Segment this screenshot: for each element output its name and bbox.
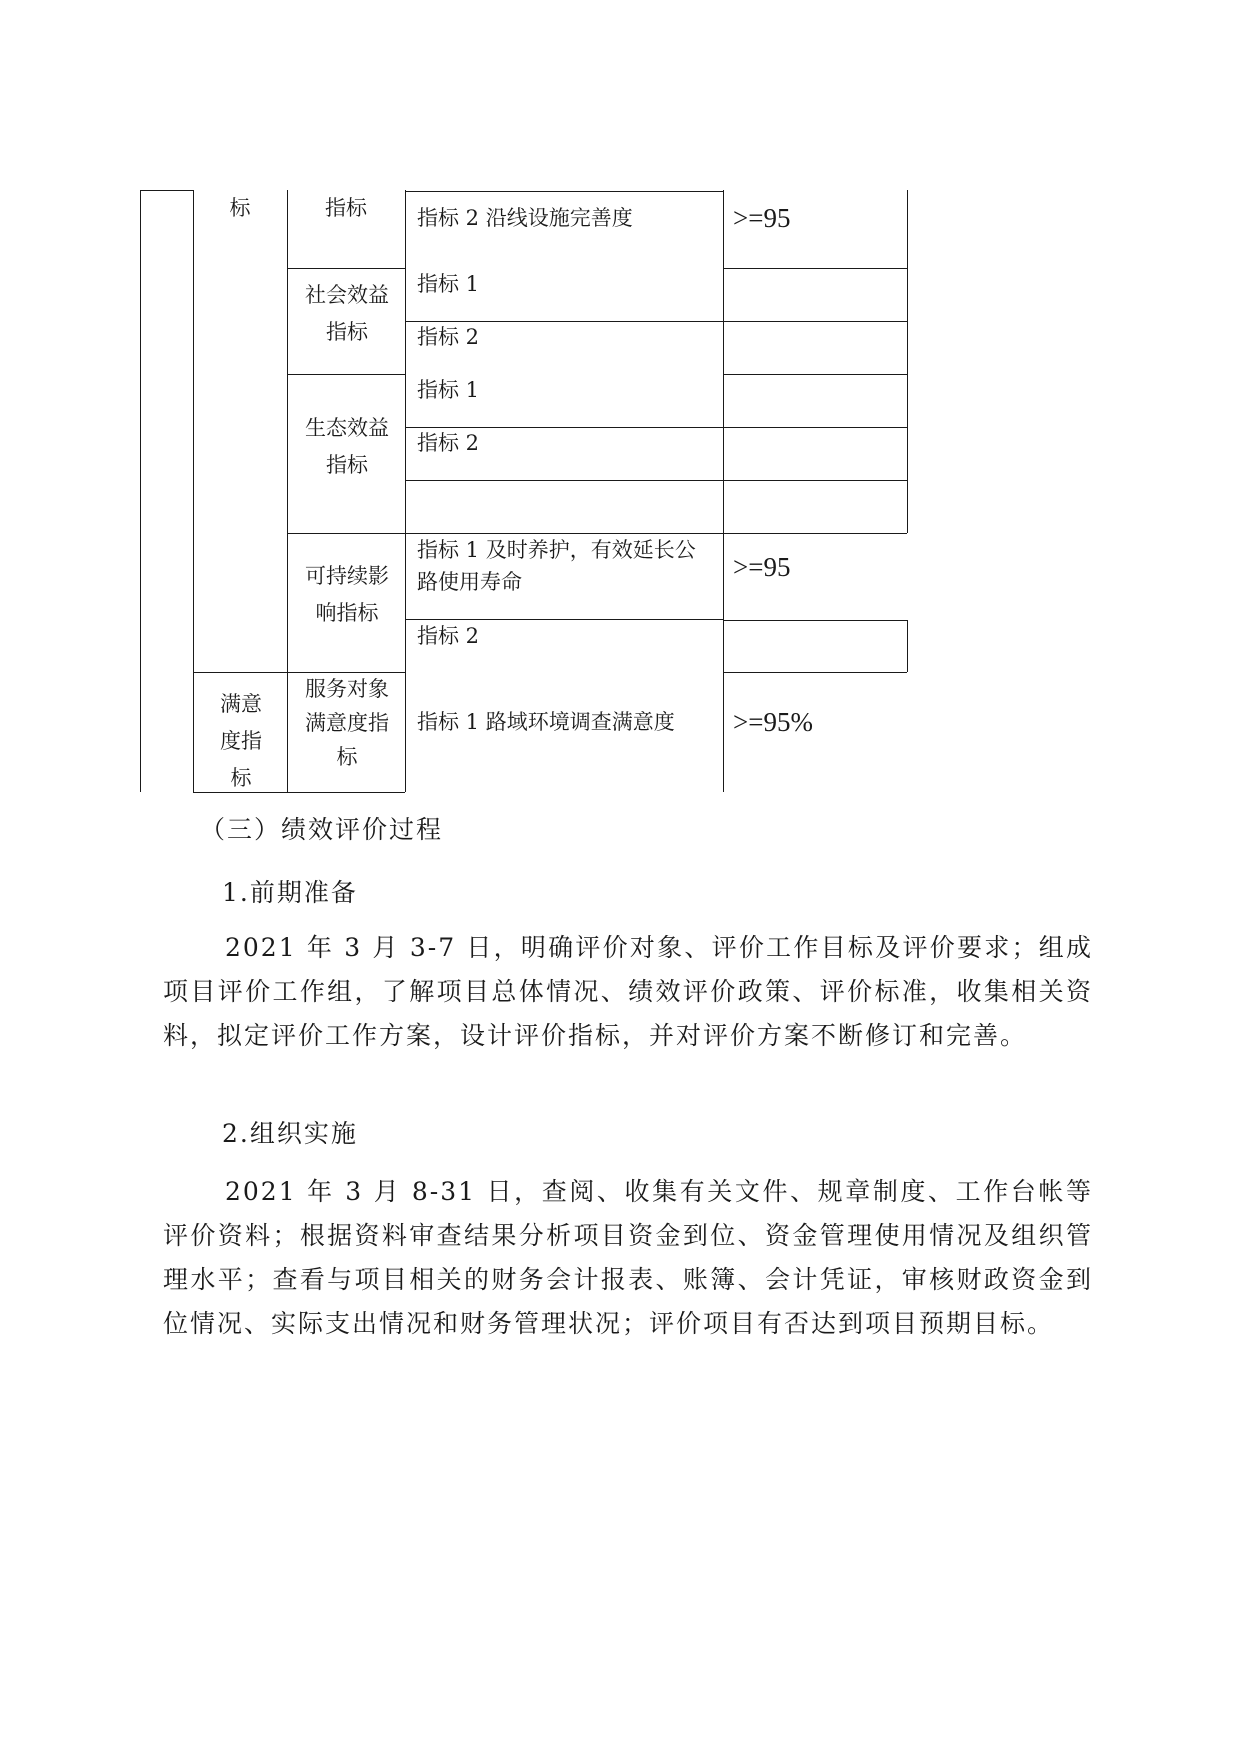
subcategory-social-benefit: 社会效益指标	[305, 283, 389, 344]
target-value-cell: >=95	[733, 203, 791, 233]
indicator-cell: 指标 1	[417, 378, 480, 402]
category-cell-fragment: 标	[229, 196, 251, 220]
indicator-cell: 指标 2	[417, 624, 480, 648]
paragraph-implementation: 2021 年 3 月 8-31 日，查阅、收集有关文件、规章制度、工作台帐等评价资料；根据资料审查结果分析项目资金到位、资金管理使用情况及组织管理水平；查看与项目相关的财务会计报表、账簿、会计凭证，审核财政资金到位情况、实际支出情况和财务管理状况；评价项目有否达到项目预期目标。	[163, 1177, 1093, 1338]
subcategory-cell-fragment: 指标	[325, 196, 367, 220]
indicator-cell: 指标 1 路域环境调查满意度	[417, 710, 675, 734]
table-border	[405, 191, 723, 192]
table-border	[723, 672, 907, 673]
subcategory-service-satisfaction: 服务对象满意度指标	[305, 677, 389, 769]
table-border	[287, 374, 405, 375]
table-border	[287, 190, 288, 792]
table-border	[723, 190, 724, 792]
indicator-cell: 指标 2	[417, 431, 480, 455]
table-border	[405, 190, 406, 792]
table-border	[287, 268, 405, 269]
target-value-cell: >=95	[733, 552, 791, 582]
table-border	[723, 374, 907, 375]
table-border	[140, 190, 141, 792]
table-border	[907, 620, 908, 672]
target-value-cell: >=95%	[733, 707, 813, 737]
table-border	[405, 480, 907, 481]
category-cell-satisfaction: 满意度指标	[220, 692, 262, 790]
section-heading: （三）绩效评价过程	[200, 815, 444, 844]
subcategory-sustainable-impact: 可持续影响指标	[305, 564, 389, 625]
table-border	[723, 620, 907, 621]
indicator-cell: 指标 1	[417, 272, 480, 296]
subcategory-ecological-benefit: 生态效益指标	[305, 416, 389, 477]
table-border	[193, 190, 194, 792]
indicator-cell: 指标 2 沿线设施完善度	[417, 206, 633, 230]
subheading-preparation: 1.前期准备	[222, 878, 358, 907]
table-border	[723, 268, 907, 269]
indicator-cell: 指标 1 及时养护，有效延长公路使用寿命	[417, 538, 696, 594]
indicator-cell: 指标 2	[417, 325, 480, 349]
paragraph-preparation: 2021 年 3 月 3-7 日，明确评价对象、评价工作目标及评价要求；组成项目评价工作组，了解项目总体情况、绩效评价政策、评价标准，收集相关资料，拟定评价工作方案，设计评价指标，并对评价方案不断修订和完善。	[163, 933, 1093, 1050]
subheading-implementation: 2.组织实施	[222, 1119, 358, 1148]
table-border	[907, 190, 908, 533]
table-border	[140, 190, 193, 191]
